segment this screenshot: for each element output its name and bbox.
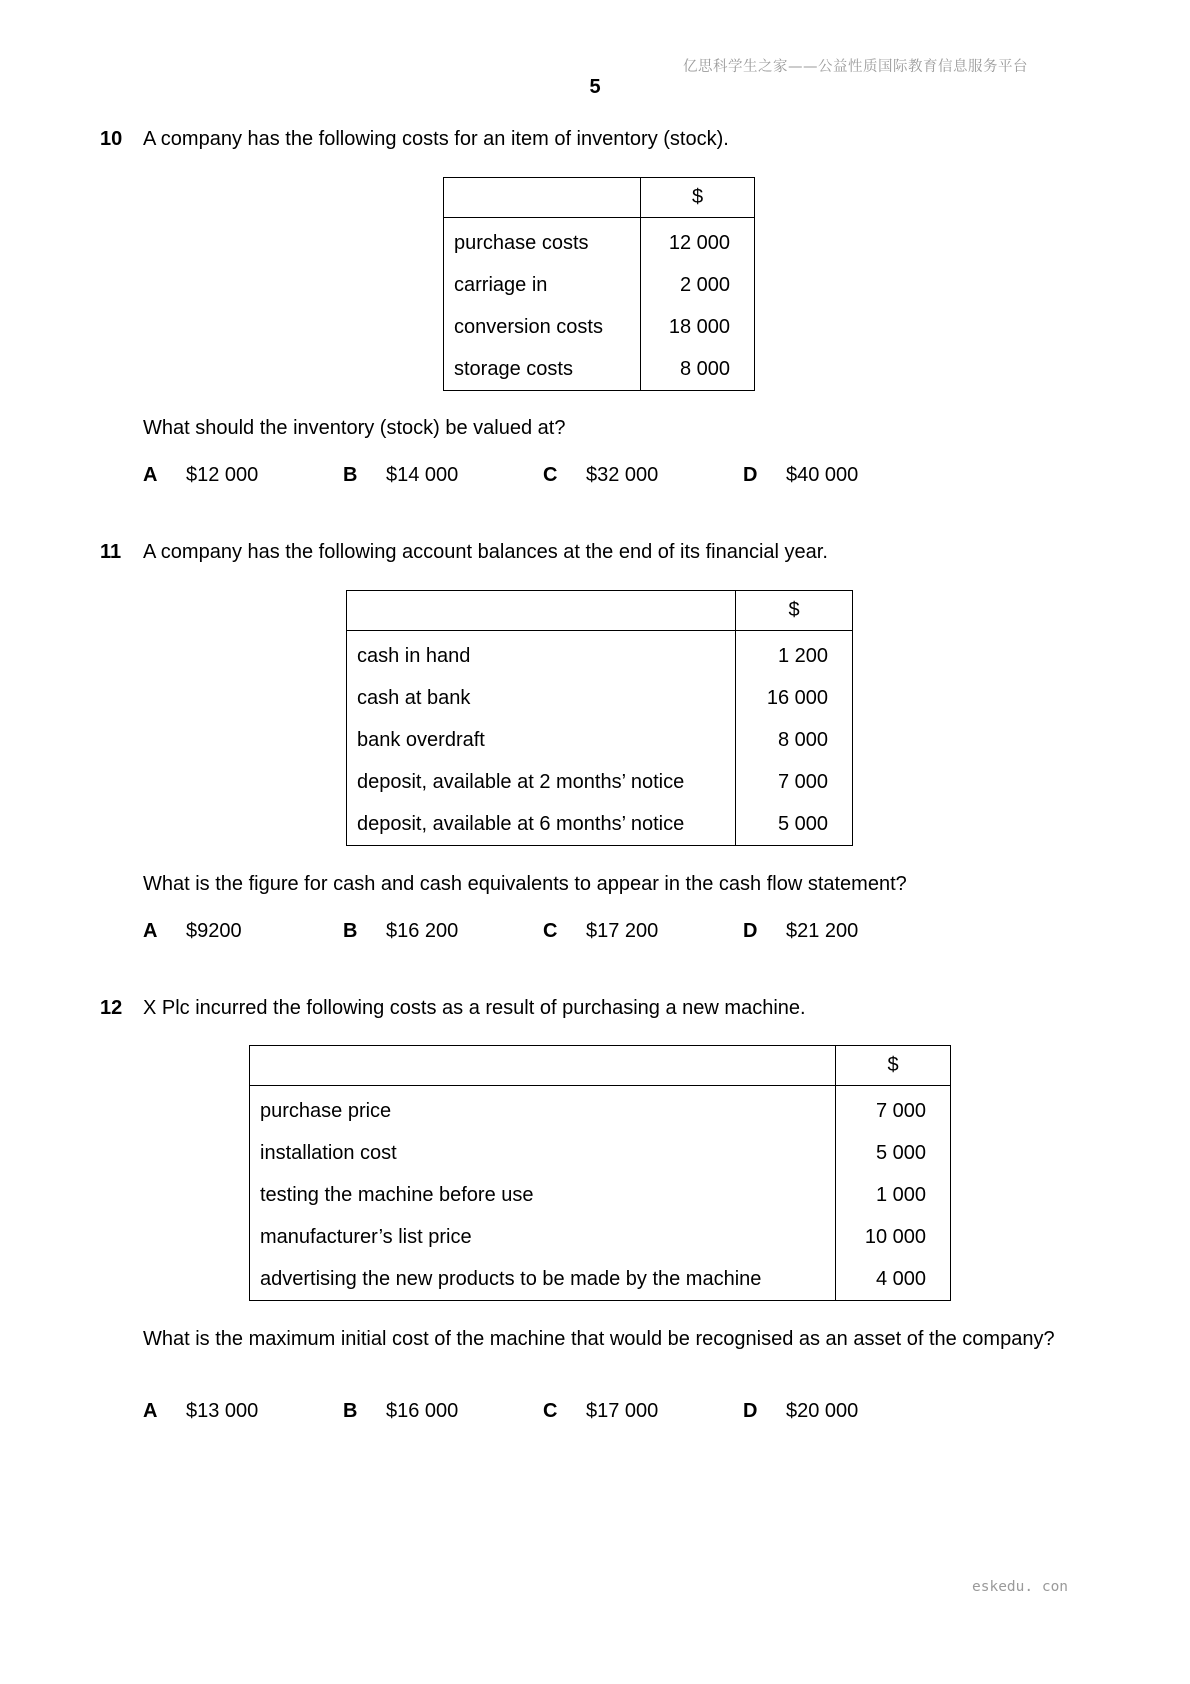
- row-label: deposit, available at 2 months’ notice: [347, 761, 736, 803]
- currency-header: $: [836, 1046, 951, 1086]
- option-letter: B: [343, 920, 358, 942]
- currency-header: $: [641, 178, 755, 218]
- answer-options: [143, 918, 1043, 944]
- option-letter: D: [743, 1400, 758, 1422]
- option-value: $9200: [186, 920, 242, 942]
- row-amount: 18 000: [641, 306, 755, 348]
- option-letter: A: [143, 464, 158, 486]
- option-b[interactable]: [343, 918, 458, 944]
- row-amount: 5 000: [836, 1132, 951, 1174]
- option-letter: D: [743, 464, 758, 486]
- row-amount: 8 000: [641, 348, 755, 391]
- row-amount: 16 000: [736, 677, 853, 719]
- table-row: [250, 1174, 951, 1216]
- option-c[interactable]: [543, 918, 658, 944]
- option-letter: C: [543, 920, 558, 942]
- row-label: manufacturer’s list price: [250, 1216, 836, 1258]
- table-row: [444, 306, 755, 348]
- option-letter: D: [743, 920, 758, 942]
- table-row: [444, 348, 755, 391]
- row-amount: 7 000: [736, 761, 853, 803]
- option-value: $16 000: [386, 1400, 459, 1422]
- row-amount: 7 000: [836, 1086, 951, 1133]
- question-number: 11: [100, 541, 122, 563]
- option-d[interactable]: [743, 1398, 858, 1424]
- account-balance-table: [346, 590, 853, 846]
- question-prompt: What should the inventory (stock) be valued at?: [143, 417, 566, 439]
- footer-watermark: eskedu. con: [972, 1579, 1069, 1595]
- table-row: [250, 1258, 951, 1301]
- question-prompt: What is the maximum initial cost of the machine that would be recognised as an asset of the company?: [143, 1328, 1055, 1350]
- option-value: $12 000: [186, 464, 259, 486]
- table-row: [250, 1132, 951, 1174]
- question-text: X Plc incurred the following costs as a result of purchasing a new machine.: [143, 997, 806, 1019]
- table-row: [444, 218, 755, 265]
- option-value: $14 000: [386, 464, 459, 486]
- table-header-row: [444, 178, 755, 218]
- answer-options: [143, 1398, 1043, 1424]
- page-number: 5: [589, 76, 601, 98]
- option-value: $20 000: [786, 1400, 859, 1422]
- option-letter: C: [543, 1400, 558, 1422]
- label-header-cell: [444, 178, 641, 218]
- row-amount: 10 000: [836, 1216, 951, 1258]
- question-number: 12: [100, 997, 123, 1019]
- option-c[interactable]: [543, 1398, 658, 1424]
- option-value: $13 000: [186, 1400, 259, 1422]
- table-row: [250, 1086, 951, 1133]
- option-letter: A: [143, 1400, 158, 1422]
- option-c[interactable]: [543, 462, 658, 488]
- row-label: installation cost: [250, 1132, 836, 1174]
- row-amount: 4 000: [836, 1258, 951, 1301]
- row-amount: 1 200: [736, 631, 853, 678]
- option-a[interactable]: [143, 918, 242, 944]
- table-row: [347, 677, 853, 719]
- table-header-row: [250, 1046, 951, 1086]
- option-letter: C: [543, 464, 558, 486]
- row-amount: 1 000: [836, 1174, 951, 1216]
- question-prompt: What is the figure for cash and cash equivalents to appear in the cash flow statement?: [143, 873, 907, 895]
- label-header-cell: [250, 1046, 836, 1086]
- currency-header: $: [736, 591, 853, 631]
- row-label: testing the machine before use: [250, 1174, 836, 1216]
- row-label: bank overdraft: [347, 719, 736, 761]
- option-letter: B: [343, 464, 358, 486]
- row-amount: 2 000: [641, 264, 755, 306]
- table-row: [347, 761, 853, 803]
- option-value: $40 000: [786, 464, 859, 486]
- row-label: purchase costs: [444, 218, 641, 265]
- row-label: conversion costs: [444, 306, 641, 348]
- row-label: cash at bank: [347, 677, 736, 719]
- row-label: storage costs: [444, 348, 641, 391]
- row-amount: 12 000: [641, 218, 755, 265]
- question-number: 10: [100, 128, 123, 150]
- row-label: cash in hand: [347, 631, 736, 678]
- option-a[interactable]: [143, 1398, 258, 1424]
- row-amount: 5 000: [736, 803, 853, 846]
- table-row: [347, 719, 853, 761]
- row-amount: 8 000: [736, 719, 853, 761]
- table-header-row: [347, 591, 853, 631]
- table-row: [347, 631, 853, 678]
- question-text: A company has the following account balances at the end of its financial year.: [143, 541, 828, 563]
- option-value: $21 200: [786, 920, 859, 942]
- option-b[interactable]: [343, 1398, 458, 1424]
- machine-cost-table: [249, 1045, 951, 1301]
- option-value: $16 200: [386, 920, 459, 942]
- option-d[interactable]: [743, 918, 858, 944]
- inventory-cost-table: [443, 177, 755, 391]
- option-value: $17 000: [586, 1400, 659, 1422]
- option-a[interactable]: [143, 462, 258, 488]
- option-b[interactable]: [343, 462, 458, 488]
- row-label: deposit, available at 6 months’ notice: [347, 803, 736, 846]
- option-value: $17 200: [586, 920, 659, 942]
- row-label: carriage in: [444, 264, 641, 306]
- answer-options: [143, 462, 1043, 488]
- table-row: [444, 264, 755, 306]
- row-label: purchase price: [250, 1086, 836, 1133]
- option-letter: B: [343, 1400, 358, 1422]
- option-d[interactable]: [743, 462, 858, 488]
- option-value: $32 000: [586, 464, 659, 486]
- table-row: [347, 803, 853, 846]
- label-header-cell: [347, 591, 736, 631]
- row-label: advertising the new products to be made by the machine: [250, 1258, 836, 1301]
- header-watermark: 亿思科学生之家——公益性质国际教育信息服务平台: [683, 59, 1028, 75]
- table-row: [250, 1216, 951, 1258]
- option-letter: A: [143, 920, 158, 942]
- question-text: A company has the following costs for an item of inventory (stock).: [143, 128, 729, 150]
